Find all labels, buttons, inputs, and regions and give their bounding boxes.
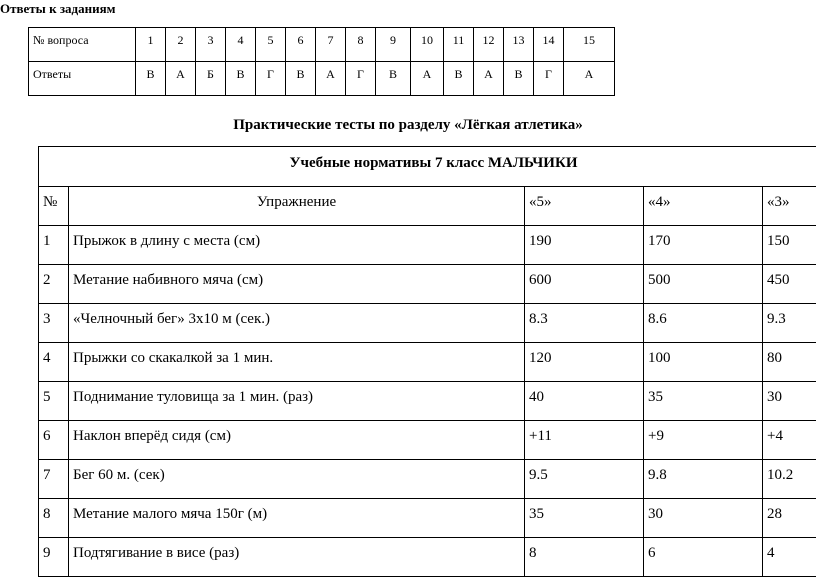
grade-4-value: 500: [644, 265, 763, 304]
exercise-name: Наклон вперёд сидя (см): [69, 421, 525, 460]
row-number: 1: [39, 226, 69, 265]
table-row: [39, 460, 816, 499]
question-number-cell: 1: [136, 28, 166, 62]
row-number: 4: [39, 343, 69, 382]
grade-5-value: 8.3: [525, 304, 644, 343]
grade-3-value: 150: [763, 226, 816, 265]
norms-table: [38, 146, 816, 577]
norms-caption-row: [39, 147, 816, 187]
grade-5-value: 9.5: [525, 460, 644, 499]
question-number-cell: 13: [504, 28, 534, 62]
grade-4-value: 170: [644, 226, 763, 265]
exercise-name: Прыжки со скакалкой за 1 мин.: [69, 343, 525, 382]
answer-cell: А: [474, 62, 504, 96]
answer-cell: В: [286, 62, 316, 96]
grade-4-value: 35: [644, 382, 763, 421]
grade-4-value: 6: [644, 538, 763, 577]
answer-cell: Г: [346, 62, 376, 96]
exercise-name: Метание малого мяча 150г (м): [69, 499, 525, 538]
answer-cell: Г: [534, 62, 564, 96]
grade-3-value: +4: [763, 421, 816, 460]
grade-5-value: 190: [525, 226, 644, 265]
grade-5-value: 40: [525, 382, 644, 421]
grade-3-value: 30: [763, 382, 816, 421]
answer-cell: В: [136, 62, 166, 96]
exercise-name: Подтягивание в висе (раз): [69, 538, 525, 577]
grade-3-value: 4: [763, 538, 816, 577]
answer-cell: Г: [256, 62, 286, 96]
grade-5-value: +11: [525, 421, 644, 460]
grade-4-value: +9: [644, 421, 763, 460]
exercise-name: «Челночный бег» 3х10 м (сек.): [69, 304, 525, 343]
question-number-cell: 9: [376, 28, 411, 62]
table-row: [39, 382, 816, 421]
row-number: 8: [39, 499, 69, 538]
header-grade-3: «3»: [763, 187, 816, 226]
grade-5-value: 120: [525, 343, 644, 382]
question-number-cell: 8: [346, 28, 376, 62]
answer-cell: Б: [196, 62, 226, 96]
header-grade-5: «5»: [525, 187, 644, 226]
answer-cell: В: [226, 62, 256, 96]
grade-5-value: 600: [525, 265, 644, 304]
table-row: [39, 421, 816, 460]
answer-cell: В: [376, 62, 411, 96]
exercise-name: Бег 60 м. (сек): [69, 460, 525, 499]
answers-title: Ответы к заданиям: [0, 1, 115, 17]
grade-4-value: 30: [644, 499, 763, 538]
question-number-cell: 4: [226, 28, 256, 62]
row-number: 9: [39, 538, 69, 577]
grade-3-value: 9.3: [763, 304, 816, 343]
section-title: Практические тесты по разделу «Лёгкая атлетика»: [0, 116, 816, 134]
question-number-cell: 14: [534, 28, 564, 62]
answer-cell: А: [411, 62, 444, 96]
question-number-cell: 15: [564, 28, 615, 62]
table-row: [39, 343, 816, 382]
table-row: [39, 304, 816, 343]
norms-caption: Учебные нормативы 7 класс МАЛЬЧИКИ: [39, 147, 816, 187]
grade-3-value: 10.2: [763, 460, 816, 499]
grade-5-value: 35: [525, 499, 644, 538]
table-row: [39, 265, 816, 304]
table-row: [39, 226, 816, 265]
answers-question-row: [29, 28, 615, 62]
question-number-cell: 10: [411, 28, 444, 62]
row-number: 3: [39, 304, 69, 343]
answer-cell: В: [504, 62, 534, 96]
row-number: 7: [39, 460, 69, 499]
row-number: 2: [39, 265, 69, 304]
question-number-cell: 12: [474, 28, 504, 62]
question-number-cell: 7: [316, 28, 346, 62]
header-exercise: Упражнение: [69, 187, 525, 226]
exercise-name: Метание набивного мяча (см): [69, 265, 525, 304]
question-number-cell: 6: [286, 28, 316, 62]
grade-4-value: 8.6: [644, 304, 763, 343]
exercise-name: Прыжок в длину с места (см): [69, 226, 525, 265]
norms-header-row: [39, 187, 816, 226]
header-grade-4: «4»: [644, 187, 763, 226]
answer-cell: А: [564, 62, 615, 96]
exercise-name: Поднимание туловища за 1 мин. (раз): [69, 382, 525, 421]
row-number: 6: [39, 421, 69, 460]
grade-4-value: 9.8: [644, 460, 763, 499]
question-number-cell: 2: [166, 28, 196, 62]
answers-answer-row: [29, 62, 615, 96]
question-label: № вопроса: [29, 28, 136, 62]
header-number: №: [39, 187, 69, 226]
grade-5-value: 8: [525, 538, 644, 577]
grade-3-value: 450: [763, 265, 816, 304]
grade-4-value: 100: [644, 343, 763, 382]
table-row: [39, 499, 816, 538]
grade-3-value: 28: [763, 499, 816, 538]
question-number-cell: 3: [196, 28, 226, 62]
question-number-cell: 11: [444, 28, 474, 62]
grade-3-value: 80: [763, 343, 816, 382]
answer-cell: В: [444, 62, 474, 96]
answer-label: Ответы: [29, 62, 136, 96]
answers-table: [28, 27, 615, 96]
question-number-cell: 5: [256, 28, 286, 62]
table-row: [39, 538, 816, 577]
answer-cell: А: [316, 62, 346, 96]
answer-cell: А: [166, 62, 196, 96]
row-number: 5: [39, 382, 69, 421]
